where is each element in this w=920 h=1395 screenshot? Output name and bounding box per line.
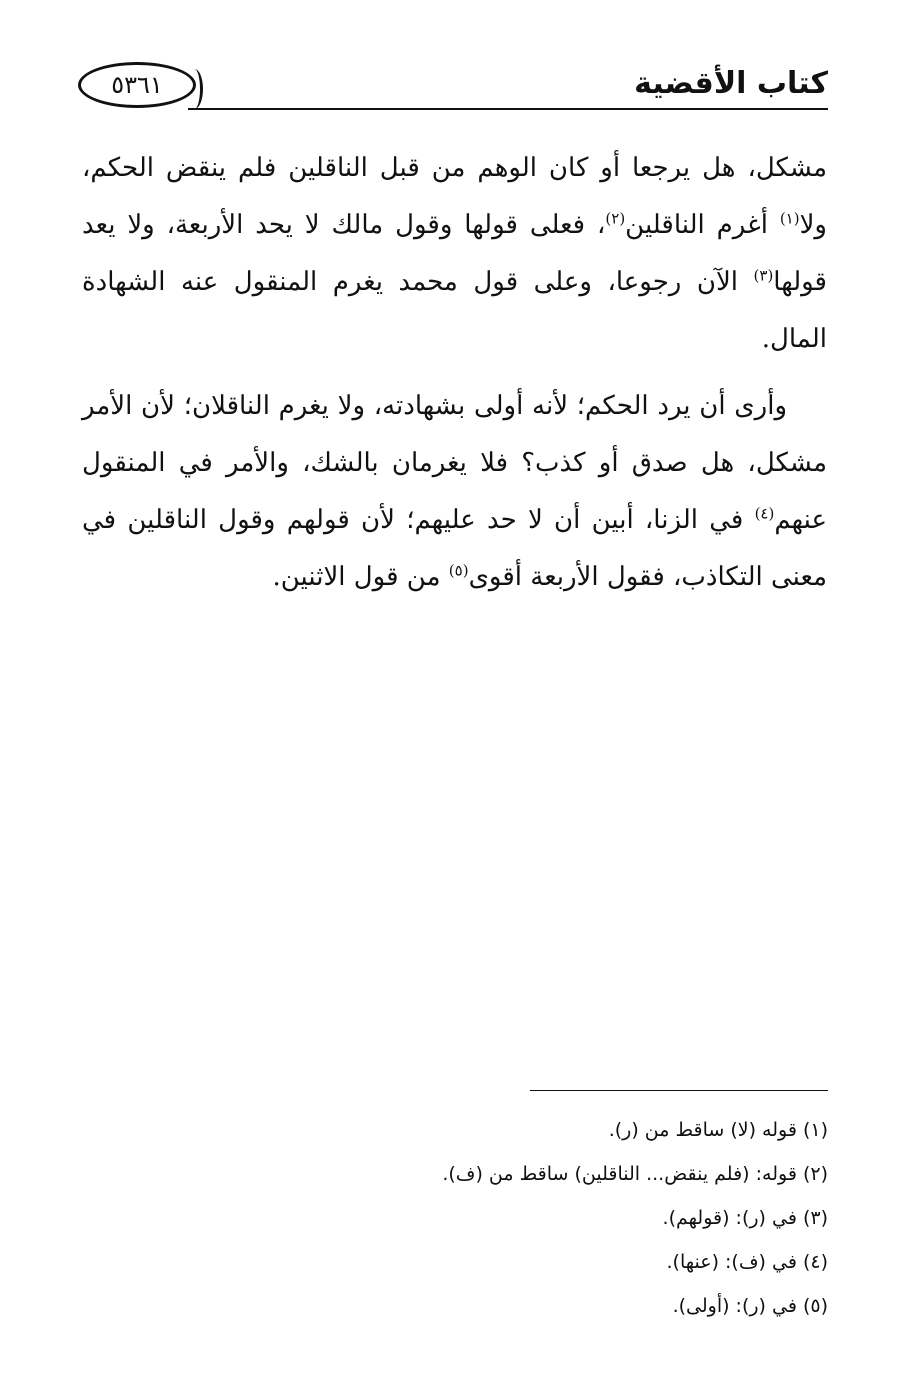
footnote-marker-5: (٥) <box>448 561 469 580</box>
footnote-4: (٤) في (ف): (عنها). <box>666 1251 828 1273</box>
footnote-separator <box>530 1090 828 1091</box>
paragraph-1 <box>82 140 827 368</box>
text-run: في الزنا، أبين أن لا حد عليهم؛ لأن قولهم وقول الناقلين في معنى التكاذب، فقول الأربعة أقوى <box>82 505 827 592</box>
text-run: الآن رجوعا، وعلى قول محمد يغرم المنقول عنه الشهادة المال. <box>82 267 827 354</box>
page-number: ٥٣٦١ <box>111 71 163 99</box>
text-run: مشكل، هل يرجعا أو كان الوهم من قبل الناقلين فلم ينقض الحكم، ولا <box>82 153 827 240</box>
footnote-3: (٣) في (ر): (قولهم). <box>662 1207 828 1229</box>
page-number-badge <box>78 62 196 108</box>
footnote-marker-1: (١) <box>779 209 800 228</box>
footnote-5: (٥) في (ر): (أولى). <box>672 1295 828 1317</box>
text-run: ، فعلى قولها وقول مالك لا يحد الأربعة، ولا يعد قولها <box>82 210 827 297</box>
header-rule <box>188 108 828 110</box>
footnote-marker-3: (٣) <box>753 266 774 285</box>
running-title: كتاب الأقضية <box>634 66 828 101</box>
footnotes <box>128 1108 828 1328</box>
text-run: أغرم الناقلين <box>625 210 780 240</box>
paragraph-2 <box>82 378 827 606</box>
text-run: وأرى أن يرد الحكم؛ لأنه أولى بشهادته، ولا يغرم الناقلان؛ لأن الأمر مشكل، هل صدق أو كذب؟ فلا يغرمان بالشك، والأمر في المنقول عنهم <box>82 391 827 535</box>
footnote-marker-2: (٢) <box>605 209 626 228</box>
text-run: من قول الاثنين. <box>272 562 449 592</box>
body-text <box>82 140 827 616</box>
footnote-1: (١) قوله (لا) ساقط من (ر). <box>608 1119 828 1141</box>
footnote-marker-4: (٤) <box>754 504 775 523</box>
page-header <box>78 58 828 118</box>
footnote-2: (٢) قوله: (فلم ينقض... الناقلين) ساقط من (ف). <box>442 1163 828 1185</box>
